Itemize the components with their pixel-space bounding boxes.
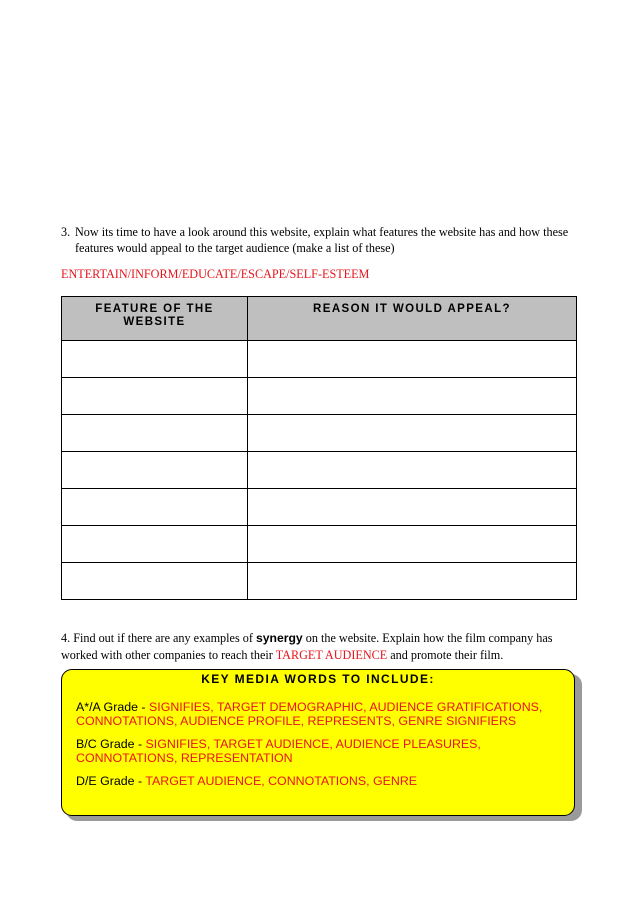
table-header-row xyxy=(62,297,577,341)
grade-a-words: SIGNIFIES, TARGET DEMOGRAPHIC, AUDIENCE GRATIFICATIONS, CONNOTATIONS, AUDIENCE PROFILE, REPRESENTS, GENRE SIGNIFIERS xyxy=(76,700,543,728)
grade-a-line xyxy=(76,700,572,728)
grade-a-label: A*/A Grade - xyxy=(76,700,150,714)
feature-header xyxy=(62,297,248,341)
reason-cell[interactable] xyxy=(248,415,577,452)
grade-b-label: B/C Grade - xyxy=(76,737,146,751)
table-row xyxy=(62,563,577,600)
table-row xyxy=(62,452,577,489)
question-4-text-end: and promote their film. xyxy=(387,648,504,662)
feature-table xyxy=(61,296,577,600)
keywords-line: ENTERTAIN/INFORM/EDUCATE/ESCAPE/SELF-ESTEEM xyxy=(61,267,370,281)
reason-header-label: REASON IT WOULD APPEAL? xyxy=(313,303,511,315)
reason-cell[interactable] xyxy=(248,526,577,563)
reason-cell[interactable] xyxy=(248,341,577,378)
grade-b-words: SIGNIFIES, TARGET AUDIENCE, AUDIENCE PLEASURES, CONNOTATIONS, REPRESENTATION xyxy=(76,737,481,765)
feature-cell[interactable] xyxy=(62,415,248,452)
feature-cell[interactable] xyxy=(62,489,248,526)
reason-header xyxy=(248,297,577,341)
target-audience-term: TARGET AUDIENCE xyxy=(275,648,388,662)
key-words-box xyxy=(61,669,575,816)
feature-cell[interactable] xyxy=(62,378,248,415)
question-3-text: Now its time to have a look around this website, explain what features the website has and how these features would appeal to the target audience (make a list of these) xyxy=(75,225,569,255)
feature-cell[interactable] xyxy=(62,341,248,378)
reason-cell[interactable] xyxy=(248,489,577,526)
table-row xyxy=(62,526,577,563)
table-row xyxy=(62,489,577,526)
synergy-term: synergy xyxy=(255,631,303,645)
grade-d-words: TARGET AUDIENCE, CONNOTATIONS, GENRE xyxy=(145,774,418,788)
feature-cell[interactable] xyxy=(62,526,248,563)
grade-d-line xyxy=(76,774,572,788)
question-4-text-middle: on the website. Explain how the film company has worked with other companies to reach their xyxy=(61,631,553,662)
feature-cell[interactable] xyxy=(62,452,248,489)
table-row xyxy=(62,378,577,415)
question-3 xyxy=(61,224,581,256)
question-4 xyxy=(61,630,581,664)
question-3-number: 3. xyxy=(61,225,71,239)
grade-b-line xyxy=(76,737,572,765)
feature-cell[interactable] xyxy=(62,563,248,600)
reason-cell[interactable] xyxy=(248,452,577,489)
grade-d-label: D/E Grade - xyxy=(76,774,146,788)
question-4-text-start: 4. Find out if there are any examples of xyxy=(61,631,256,645)
key-words-title: KEY MEDIA WORDS TO INCLUDE: xyxy=(201,672,435,686)
reason-cell[interactable] xyxy=(248,378,577,415)
table-row xyxy=(62,341,577,378)
feature-header-label: FEATURE OF THE WEBSITE xyxy=(95,303,214,328)
reason-cell[interactable] xyxy=(248,563,577,600)
table-row xyxy=(62,415,577,452)
